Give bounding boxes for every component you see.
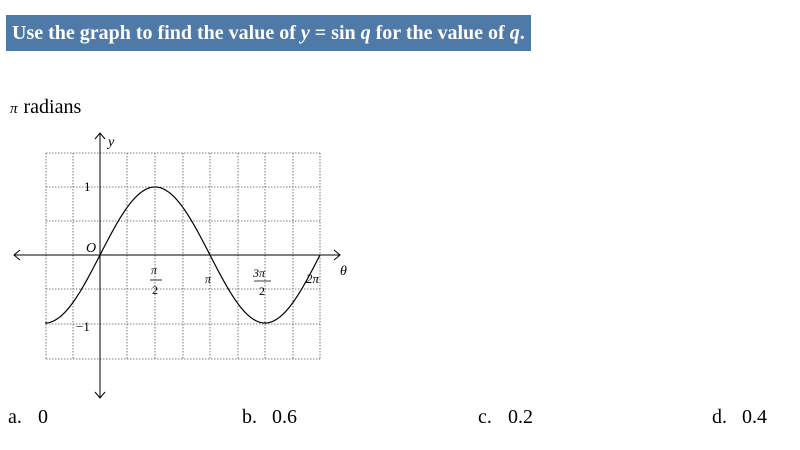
unit-label: radians: [23, 96, 82, 118]
question-text-c: for the value of: [370, 22, 510, 44]
x-axis-label: θ: [340, 264, 347, 279]
given-value: [10, 96, 81, 119]
y-axis-label: y: [108, 135, 115, 150]
choice-b[interactable]: [242, 406, 297, 429]
y-tick-label-1: 1: [84, 179, 91, 194]
choice-a-value: 0: [38, 406, 48, 428]
choice-c-letter: c.: [478, 406, 492, 428]
x-tick-three-half-pi-den: 2: [259, 284, 265, 298]
question-text-a: Use the graph to find the value of: [12, 22, 301, 44]
x-tick-pi: π: [205, 272, 212, 286]
question-var-q2: q: [509, 22, 520, 44]
question-text-b: = sin: [309, 22, 361, 44]
choice-b-letter: b.: [242, 406, 257, 428]
x-tick-half-pi-num: π: [151, 263, 158, 277]
choice-c-value: 0.2: [508, 406, 533, 428]
question-banner: [6, 15, 531, 51]
choice-a-letter: a.: [8, 406, 22, 428]
question-var-q1: q: [360, 22, 371, 44]
choice-d-letter: d.: [712, 406, 727, 428]
choice-d-value: 0.4: [742, 406, 767, 428]
choice-a[interactable]: [8, 406, 48, 429]
question-var-y: y: [300, 22, 310, 44]
choice-b-value: 0.6: [272, 406, 297, 428]
choice-d[interactable]: [712, 406, 767, 429]
y-tick-label-neg1: −1: [76, 319, 90, 334]
pi-symbol: π: [10, 101, 18, 117]
x-tick-two-pi: 2π: [306, 271, 320, 286]
origin-label: O: [86, 241, 97, 256]
sine-graph: [0, 130, 370, 410]
x-tick-three-half-pi-num: 3π: [253, 266, 266, 280]
question-text-d: .: [519, 22, 525, 44]
axes: [14, 133, 340, 398]
x-tick-half-pi-den: 2: [152, 283, 158, 297]
choice-c[interactable]: [478, 406, 533, 429]
